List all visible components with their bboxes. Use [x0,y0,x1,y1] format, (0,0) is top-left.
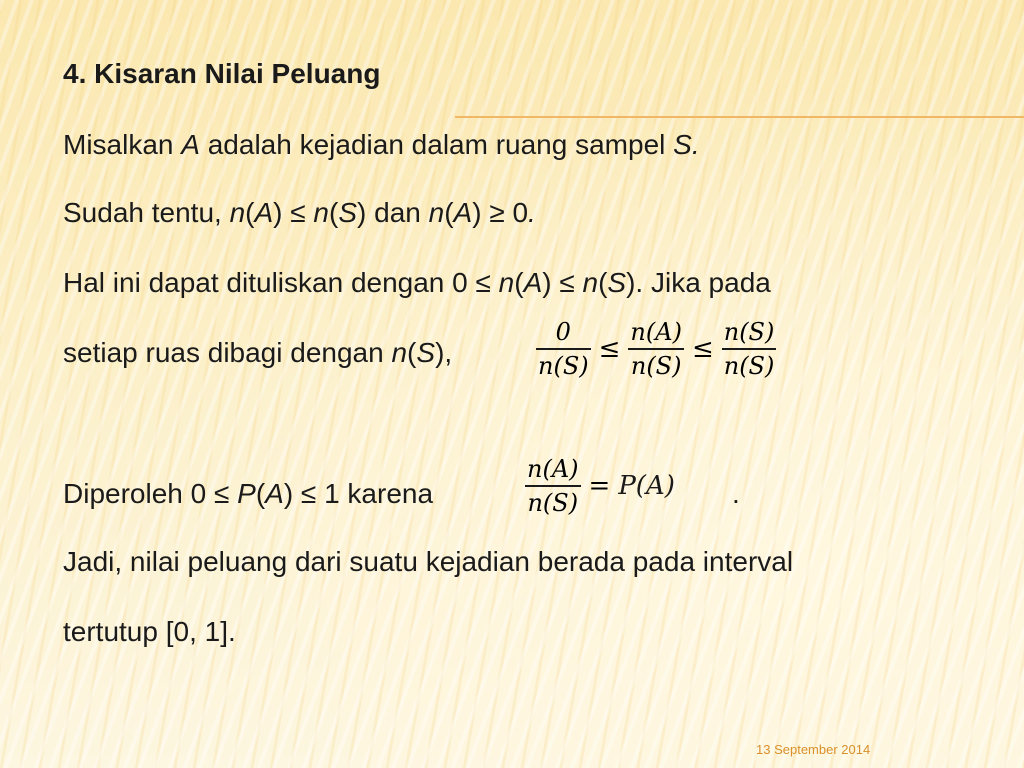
fraction-denominator: n(S) [538,351,589,380]
probability-equation [525,455,675,517]
fraction-denominator: n(S) [527,488,579,517]
text-line-1 [63,128,700,162]
fraction-bar [722,348,777,350]
line3-t6: ( [598,267,608,298]
line2-t5: n [313,197,329,228]
line4-t1: n [391,337,408,368]
line3-t3: A [523,267,543,298]
line3-pre: Hal ini dapat dituliskan dengan 0 ≤ [63,267,499,298]
line5-t2: ( [255,478,266,509]
line2-t3: A [254,197,274,228]
line2-t6: ( [329,197,339,228]
line3-t2: ( [514,267,524,298]
fraction-bar [536,348,591,350]
fraction-numerator: n(A) [630,318,682,346]
line2-t2: ( [245,197,255,228]
fraction-denominator: n(S) [630,351,682,380]
line3-t4: ) ≤ [542,267,583,298]
line1-var-a: A [181,129,200,160]
line5-t1: P [237,478,256,509]
text-line-7: tertutup [0, 1]. [63,616,236,647]
less-equal-symbol: ≤ [598,333,621,364]
equals-symbol: = [588,470,611,501]
text-line-5 [63,477,433,511]
line2-t13: . [528,197,536,228]
line1-var-s: S. [673,129,700,160]
line2-t1: n [229,197,246,228]
line4-t3: S [416,337,436,368]
line5-period: . [732,478,740,509]
line3-t5: n [582,267,599,298]
line2-t9: n [428,197,445,228]
text-line-3 [63,266,771,300]
line5-t4: ) ≤ 1 karena [283,478,434,509]
line4-t4: ), [435,337,453,368]
fraction-ns-over-ns [722,318,777,380]
less-equal-symbol: ≤ [691,333,714,364]
line5-t3: A [265,478,284,509]
fraction-bar [525,485,581,487]
line2-t7: S [338,197,358,228]
fraction-numerator: 0 [555,318,571,346]
fraction-zero-over-ns [536,318,591,380]
line5-pre: Diperoleh 0 ≤ [63,478,238,509]
fraction-na-over-ns [628,318,684,380]
line2-t12: ) ≥ 0 [472,197,529,228]
slide-title: 4. Kisaran Nilai Peluang [63,58,381,89]
title-divider [455,116,1024,118]
fraction-numerator: n(S) [723,318,775,346]
line3-t7: S [607,267,627,298]
probability-expression: P(A) [618,470,675,501]
text-line-4 [63,336,452,370]
line3-t1: n [498,267,515,298]
line1-pre: Misalkan [63,129,182,160]
fraction-denominator: n(S) [723,351,775,380]
inequality-equation [536,318,776,380]
line2-t4: ) ≤ [273,197,314,228]
line2-pre: Sudah tentu, [63,197,230,228]
line2-t10: ( [444,197,454,228]
line1-mid: adalah kejadian dalam ruang sampel [199,129,674,160]
line2-t11: A [453,197,473,228]
fraction-bar [628,348,684,350]
text-line-6: Jadi, nilai peluang dari suatu kejadian berada pada interval [63,546,794,577]
line4-t2: ( [407,337,417,368]
footer-date: 13 September 2014 [756,742,871,757]
fraction-na-over-ns [525,455,581,517]
fraction-numerator: n(A) [527,455,579,483]
line4-pre: setiap ruas dibagi dengan [63,337,392,368]
line2-t8: ) dan [357,197,429,228]
line3-t8: ). Jika pada [626,267,771,298]
text-line-2 [63,196,536,230]
